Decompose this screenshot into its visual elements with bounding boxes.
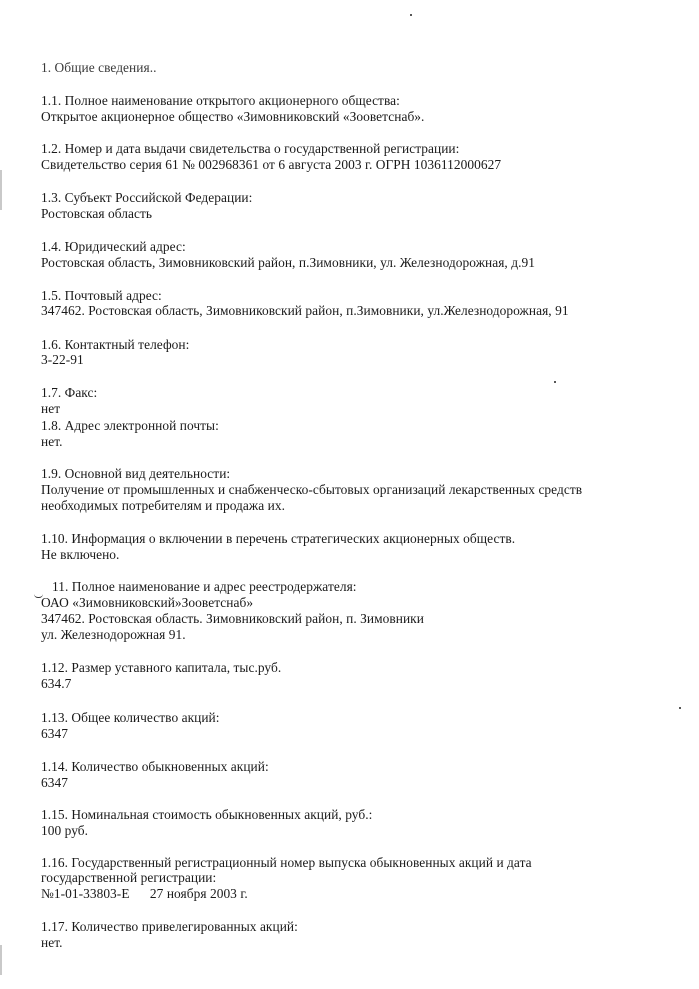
item-1-11-value-line-1: ОАО «Зимовниковский»Зооветснаб» <box>41 595 254 610</box>
item-1-14-label: 1.14. Количество обыкновенных акций: <box>41 759 269 774</box>
item-1-2-value: Свидетельство серия 61 № 002968361 от 6 августа 2003 г. ОГРН 1036112000627 <box>41 157 502 172</box>
scan-edge-mark <box>0 170 2 210</box>
item-1-15-value: 100 руб. <box>41 823 89 838</box>
scan-speck <box>679 707 681 709</box>
scan-edge-mark <box>0 945 2 975</box>
item-1-9-value-line-1: Получение от промышленных и снабженческо-сбытовых организаций лекарственных средств <box>41 482 583 497</box>
item-1-14-value: 6347 <box>41 775 68 790</box>
item-1-1-value: Открытое акционерное общество «Зимовниковский «Зооветснаб». <box>41 109 425 124</box>
item-1-1-label: 1.1. Полное наименование открытого акционерного общества: <box>41 93 400 108</box>
item-1-9-value-line-2: необходимых потребителям и продажа их. <box>41 498 285 513</box>
item-1-12-value: 634.7 <box>41 676 72 691</box>
item-1-12-label: 1.12. Размер уставного капитала, тыс.руб. <box>41 660 282 675</box>
item-1-16-value-line-2: №1-01-33803-Е 27 ноября 2003 г. <box>41 886 248 901</box>
item-1-6-value: 3-22-91 <box>41 352 84 367</box>
item-1-7-value: нет <box>41 401 61 416</box>
item-1-4-label: 1.4. Юридический адрес: <box>41 239 186 254</box>
item-1-17-value: нет. <box>41 935 63 950</box>
item-1-10-label: 1.10. Информация о включении в перечень стратегических акционерных обществ. <box>41 531 516 546</box>
item-1-4-value: Ростовская область, Зимовниковский район, п.Зимовники, ул. Железнодорожная, д.91 <box>41 255 535 270</box>
item-1-5-value: 347462. Ростовская область, Зимовниковский район, п.Зимовники, ул.Железнодорожная, 91 <box>41 303 569 318</box>
item-1-17-label: 1.17. Количество привелегированных акций: <box>41 919 298 934</box>
scan-speck <box>554 381 556 383</box>
item-1-9-label: 1.9. Основной вид деятельности: <box>41 466 231 481</box>
item-1-11-label: 11. Полное наименование и адрес реестродержателя: <box>52 579 357 594</box>
item-1-8-label: 1.8. Адрес электронной почты: <box>41 418 219 433</box>
item-1-15-label: 1.15. Номинальная стоимость обыкновенных акций, руб.: <box>41 807 373 822</box>
item-1-13-label: 1.13. Общее количество акций: <box>41 710 220 725</box>
item-1-10-value: Не включено. <box>41 547 120 562</box>
item-1-16-label: 1.16. Государственный регистрационный номер выпуска обыкновенных акций и дата <box>41 855 532 870</box>
item-1-3-value: Ростовская область <box>41 206 152 221</box>
item-1-5-label: 1.5. Почтовый адрес: <box>41 288 162 303</box>
item-1-13-value: 6347 <box>41 726 68 741</box>
item-1-2-label: 1.2. Номер и дата выдачи свидетельства о государственной регистрации: <box>41 141 460 156</box>
item-1-8-value: нет. <box>41 434 63 449</box>
item-1-16-value-line-1: государственной регистрации: <box>41 870 217 885</box>
item-1-11-value-line-3: ул. Железнодорожная 91. <box>41 627 186 642</box>
item-1-6-label: 1.6. Контактный телефон: <box>41 337 190 352</box>
item-1-7-label: 1.7. Факс: <box>41 385 98 400</box>
item-1-11-value-line-2: 347462. Ростовская область. Зимовниковский район, п. Зимовники <box>41 611 424 626</box>
item-1-3-label: 1.3. Субъект Российской Федерации: <box>41 190 253 205</box>
scan-speck <box>410 14 412 16</box>
section-heading: 1. Общие сведения.. <box>41 60 157 75</box>
